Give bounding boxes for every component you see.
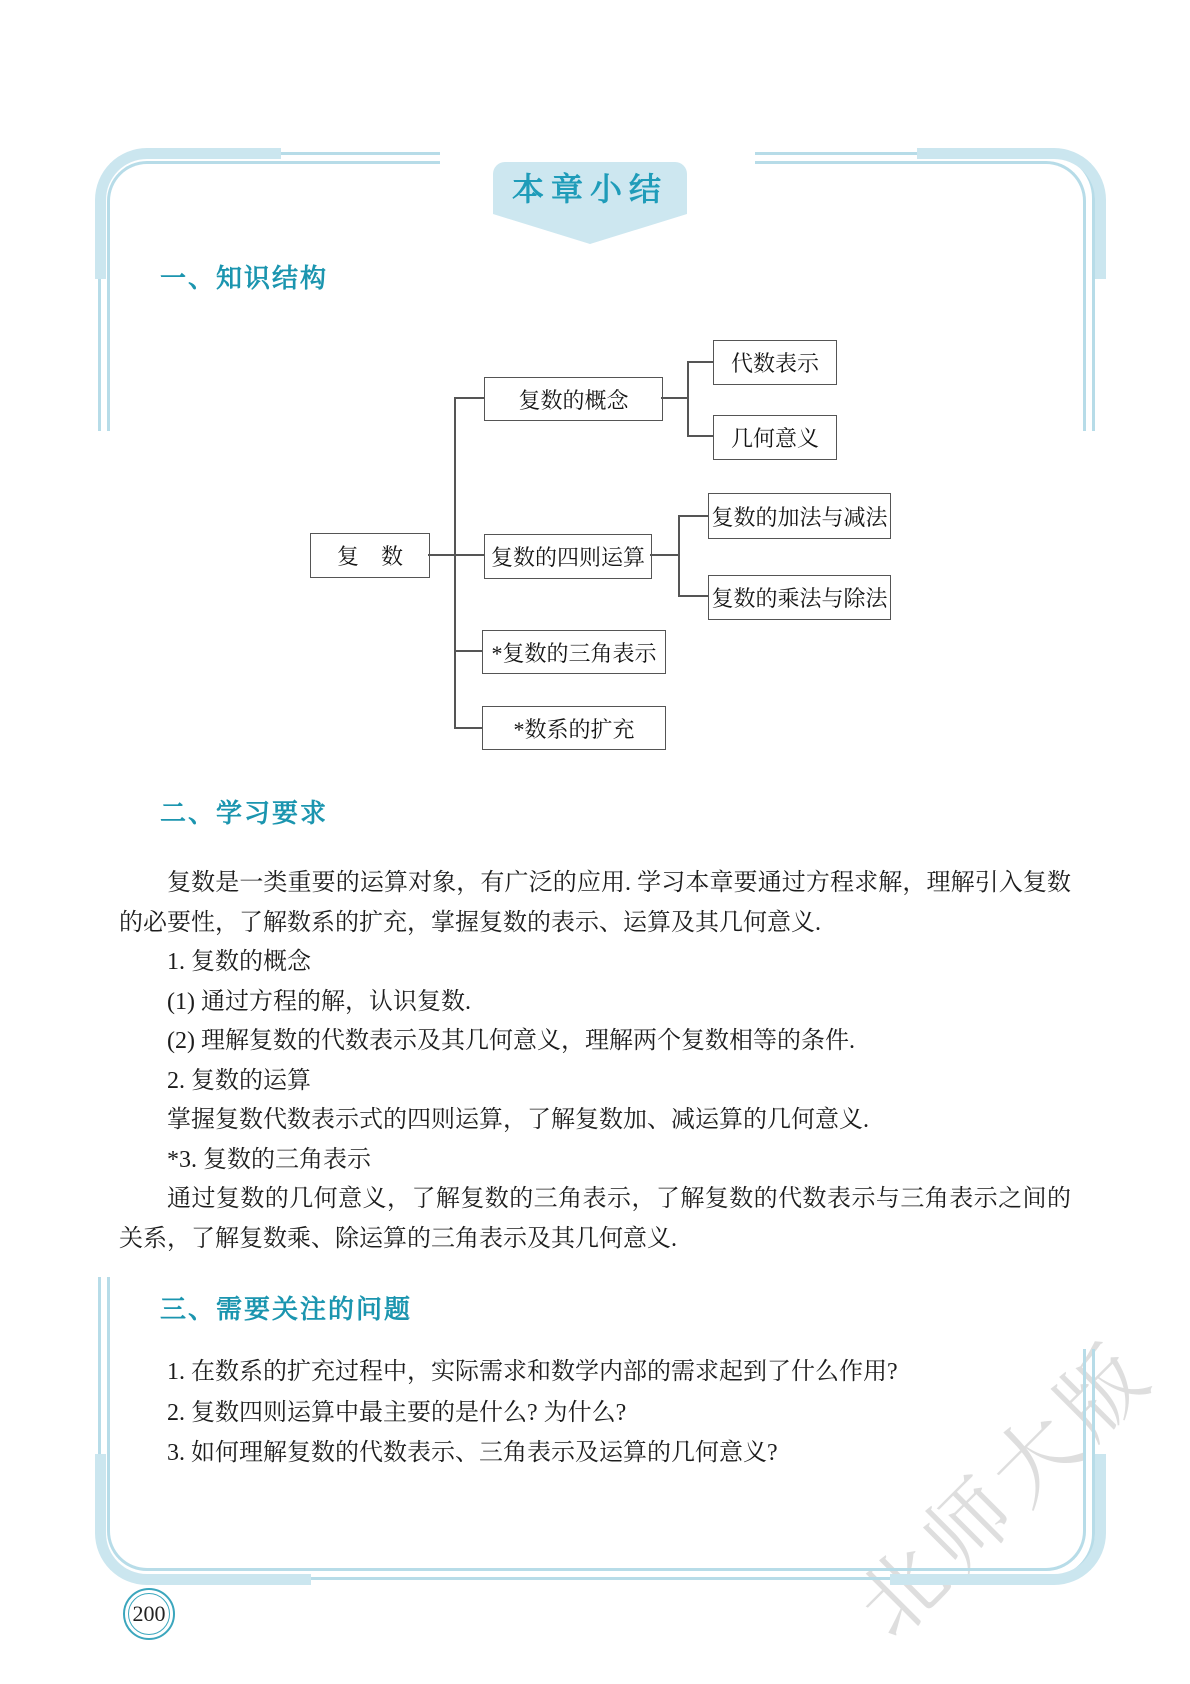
page-number: 200 <box>128 1593 170 1635</box>
flow-node-concept: 复数的概念 <box>484 377 663 421</box>
page-number-badge <box>123 1588 175 1640</box>
flow-node-algebraic: 代数表示 <box>713 340 837 385</box>
connector-line <box>428 554 484 556</box>
flow-node-extension: *数系的扩充 <box>482 706 666 750</box>
chapter-summary-banner-point <box>493 214 687 244</box>
connector-line <box>455 650 482 652</box>
connector-line <box>650 554 679 556</box>
paragraph: *3. 复数的三角表示 <box>167 1146 371 1173</box>
frame-corner-bottom-left-band <box>95 1454 311 1585</box>
section2-heading: 二、学习要求 <box>160 798 329 828</box>
flow-node-geometric: 几何意义 <box>713 415 837 460</box>
flow-node-triangle: *复数的三角表示 <box>482 630 666 674</box>
frame-corner-top-right-line <box>755 161 1086 431</box>
frame-corner-top-right-band <box>917 148 1106 279</box>
connector-line <box>688 361 713 363</box>
connector-line <box>455 727 482 729</box>
paragraph: 复数是一类重要的运算对象，有广泛的应用. 学习本章要通过方程求解，理解引入复数的必要性，了解数系的扩充，掌握复数的表示、运算及其几何意义. <box>119 870 1071 936</box>
question-item: 3. 如何理解复数的代数表示、三角表示及运算的几何意义? <box>167 1440 778 1466</box>
connector-line <box>678 515 680 597</box>
flow-node-operations: 复数的四则运算 <box>484 534 652 579</box>
connector-line <box>455 397 484 399</box>
section2-body <box>119 864 1071 1259</box>
paragraph: 2. 复数的运算 <box>167 1067 311 1094</box>
paragraph: (1) 通过方程的解，认识复数. <box>167 988 471 1015</box>
section3-heading: 三、需要关注的问题 <box>160 1294 413 1324</box>
question-item: 1. 在数系的扩充过程中，实际需求和数学内部的需求起到了什么作用? <box>167 1359 898 1385</box>
chapter-summary-banner: 本章小结 <box>493 162 687 214</box>
connector-line <box>687 361 689 437</box>
connector-line <box>679 515 708 517</box>
connector-line <box>688 435 713 437</box>
connector-line <box>661 397 689 399</box>
section1-heading: 一、知识结构 <box>160 263 329 293</box>
paragraph: (2) 理解复数的代数表示及其几何意义，理解两个复数相等的条件. <box>167 1028 855 1054</box>
question-item: 2. 复数四则运算中最主要的是什么? 为什么? <box>167 1399 627 1426</box>
paragraph: 1. 复数的概念 <box>167 949 311 975</box>
connector-line <box>454 397 456 729</box>
frame-corner-top-left-line <box>107 161 440 431</box>
section3-questions <box>119 1352 1071 1474</box>
flow-node-add-sub: 复数的加法与减法 <box>708 493 891 539</box>
paragraph: 掌握复数代数表示式的四则运算，了解复数加、减运算的几何意义. <box>167 1107 869 1133</box>
flow-node-mul-div: 复数的乘法与除法 <box>708 575 891 620</box>
flow-node-root: 复 数 <box>310 533 430 578</box>
publisher-watermark: 北师大版 <box>840 1323 1173 1656</box>
connector-line <box>679 595 708 597</box>
frame-corner-top-right-line <box>755 152 1095 431</box>
paragraph: 通过复数的几何意义，了解复数的三角表示，了解复数的代数表示与三角表示之间的关系，了解复数乘、除运算的三角表示及其几何意义. <box>119 1186 1071 1252</box>
